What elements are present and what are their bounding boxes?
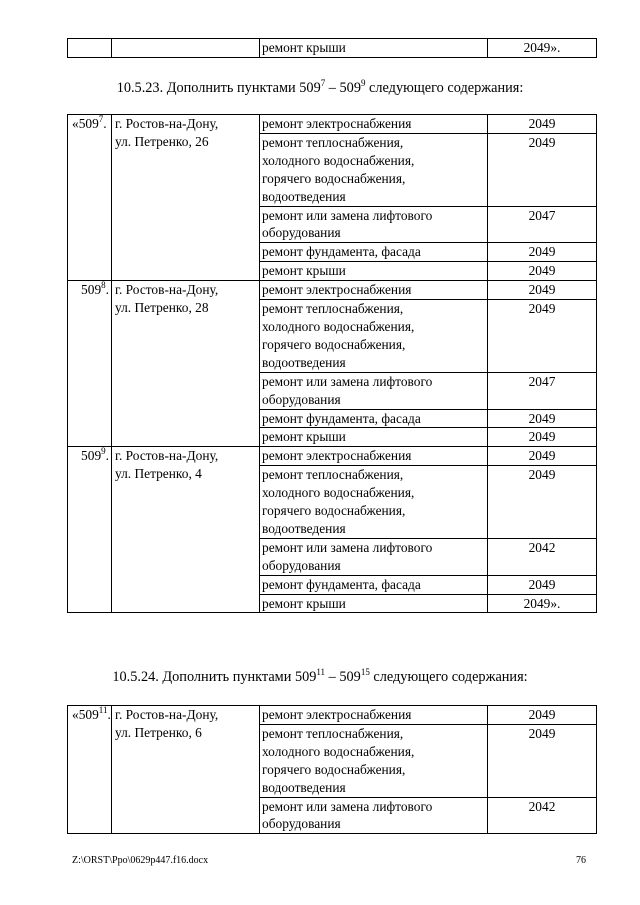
work-line: ремонт или замена лифтового — [262, 373, 433, 389]
items-table-509-11 — [67, 705, 597, 834]
work-line: водоотведения — [262, 779, 346, 795]
item-number: 509 — [81, 282, 102, 298]
year-cell: 2049 — [488, 466, 597, 539]
table-row — [68, 447, 597, 466]
address-line: ул. Петренко, 28 — [115, 300, 209, 316]
work-line: ремонт фундамента, фасада — [262, 576, 421, 592]
item-number-tail: . — [105, 448, 109, 464]
work-line: оборудования — [262, 557, 341, 573]
work-cell — [260, 706, 488, 725]
work-cell — [260, 594, 488, 613]
work-cell — [260, 797, 488, 834]
work-cell — [260, 133, 488, 206]
address-line: г. Ростов-на-Дону, — [115, 707, 219, 722]
year-cell: 2049 — [488, 115, 597, 134]
address-cell — [112, 115, 260, 281]
heading-sup: 9 — [360, 78, 366, 88]
heading-text: 10.5.24. Дополнить пунктами 509 — [112, 669, 317, 685]
year-cell: 2049 — [488, 133, 597, 206]
work-line: ремонт теплоснабжения, — [262, 725, 404, 741]
work-line: оборудования — [262, 816, 341, 832]
work-line: водоотведения — [262, 188, 346, 204]
section-heading-2 — [0, 669, 640, 686]
section-heading-1 — [0, 80, 640, 97]
work-line: ремонт теплоснабжения, — [262, 134, 404, 150]
prev-table-fragment — [67, 38, 597, 58]
work-line: ремонт крыши — [262, 263, 346, 279]
work-line: ремонт электроснабжения — [262, 707, 412, 722]
heading-text: следующего содержания: — [365, 80, 524, 96]
address-cell — [112, 39, 260, 58]
item-number-sup: 9 — [101, 446, 106, 457]
year-cell: 2049 — [488, 262, 597, 281]
work-cell — [260, 115, 488, 134]
address-line: г. Ростов-на-Дону, — [115, 448, 219, 464]
year-cell: 2047 — [488, 372, 597, 409]
year-cell: 2049 — [488, 300, 597, 373]
work-cell — [260, 409, 488, 428]
year-cell: 2047 — [488, 206, 597, 243]
heading-text: следующего содержания: — [369, 669, 528, 685]
table-row — [68, 281, 597, 300]
year-cell: 2049 — [488, 428, 597, 447]
item-number-sup: 8 — [101, 280, 106, 291]
address-line: ул. Петренко, 4 — [115, 466, 202, 482]
num-cell — [68, 39, 112, 58]
work-cell — [260, 281, 488, 300]
year-cell: 2049 — [488, 281, 597, 300]
work-line: ремонт электроснабжения — [262, 448, 412, 464]
heading-sup: 15 — [360, 667, 370, 677]
year-cell: 2049 — [488, 575, 597, 594]
year-cell: 2049 — [488, 724, 597, 797]
heading-text: 10.5.23. Дополнить пунктами 509 — [116, 80, 321, 96]
address-cell — [112, 281, 260, 447]
item-number: «509 — [72, 707, 99, 722]
address-line: ул. Петренко, 6 — [115, 724, 202, 740]
work-line: холодного водоснабжения, — [262, 318, 415, 334]
work-line: ремонт или замена лифтового — [262, 539, 433, 555]
heading-sup: 11 — [316, 667, 326, 677]
items-table-509-7-9 — [67, 114, 597, 613]
address-line: г. Ростов-на-Дону, — [115, 282, 219, 298]
page-number: 76 — [576, 855, 586, 866]
item-number: «509 — [72, 116, 99, 131]
table-row — [68, 706, 597, 725]
item-number-cell — [68, 115, 112, 281]
year-cell: 2049 — [488, 706, 597, 725]
work-line: ремонт теплоснабжения, — [262, 301, 404, 317]
item-number-cell — [68, 281, 112, 447]
work-cell — [260, 262, 488, 281]
item-number-sup: 7 — [98, 114, 104, 124]
address-cell — [112, 447, 260, 613]
work-line: горячего водоснабжения, — [262, 170, 406, 186]
item-number-tail: . — [107, 707, 111, 722]
work-line: водоотведения — [262, 354, 346, 370]
work-line: холодного водоснабжения, — [262, 743, 415, 759]
address-line: г. Ростов-на-Дону, — [115, 116, 219, 131]
work-line: ремонт электроснабжения — [262, 116, 412, 131]
item-number-tail: . — [105, 282, 109, 298]
work-cell — [260, 538, 488, 575]
table-row — [68, 39, 597, 58]
work-line: холодного водоснабжения, — [262, 485, 415, 501]
work-line: горячего водоснабжения, — [262, 336, 406, 352]
item-number-cell — [68, 706, 112, 834]
heading-sup: 7 — [320, 78, 326, 88]
work-line: ремонт фундамента, фасада — [262, 244, 421, 260]
work-cell — [260, 724, 488, 797]
work-line: ремонт электроснабжения — [262, 282, 412, 298]
work-cell — [260, 372, 488, 409]
work-cell — [260, 575, 488, 594]
work-line: водоотведения — [262, 520, 346, 536]
year-cell: 2049 — [488, 409, 597, 428]
year-cell: 2049». — [488, 39, 597, 58]
work-line: холодного водоснабжения, — [262, 152, 415, 168]
work-cell: ремонт крыши — [260, 39, 488, 58]
year-cell: 2049». — [488, 594, 597, 613]
work-line: ремонт или замена лифтового — [262, 798, 433, 814]
address-cell — [112, 706, 260, 834]
work-line: ремонт или замена лифтового — [262, 207, 433, 223]
work-cell — [260, 300, 488, 373]
work-cell — [260, 243, 488, 262]
work-line: оборудования — [262, 225, 341, 241]
year-cell: 2049 — [488, 447, 597, 466]
work-cell — [260, 466, 488, 539]
work-cell — [260, 447, 488, 466]
work-cell — [260, 206, 488, 243]
work-cell — [260, 428, 488, 447]
work-line: оборудования — [262, 391, 341, 407]
year-cell: 2042 — [488, 797, 597, 834]
item-number: 509 — [81, 448, 102, 464]
year-cell: 2042 — [488, 538, 597, 575]
address-line: ул. Петренко, 26 — [115, 133, 209, 149]
item-number-cell — [68, 447, 112, 613]
heading-text: – 509 — [325, 669, 361, 685]
work-line: горячего водоснабжения, — [262, 503, 406, 519]
work-line: ремонт крыши — [262, 595, 346, 611]
work-line: ремонт теплоснабжения, — [262, 467, 404, 483]
footer-path: Z:\ORST\Ppo\0629p447.f16.docx — [72, 855, 209, 866]
item-number-tail: . — [103, 116, 107, 131]
table-row — [68, 115, 597, 134]
item-number-sup: 11 — [98, 705, 108, 715]
work-line: ремонт фундамента, фасада — [262, 410, 421, 426]
year-cell: 2049 — [488, 243, 597, 262]
work-line: ремонт крыши — [262, 429, 346, 445]
work-line: горячего водоснабжения, — [262, 761, 406, 777]
heading-text: – 509 — [325, 80, 361, 96]
